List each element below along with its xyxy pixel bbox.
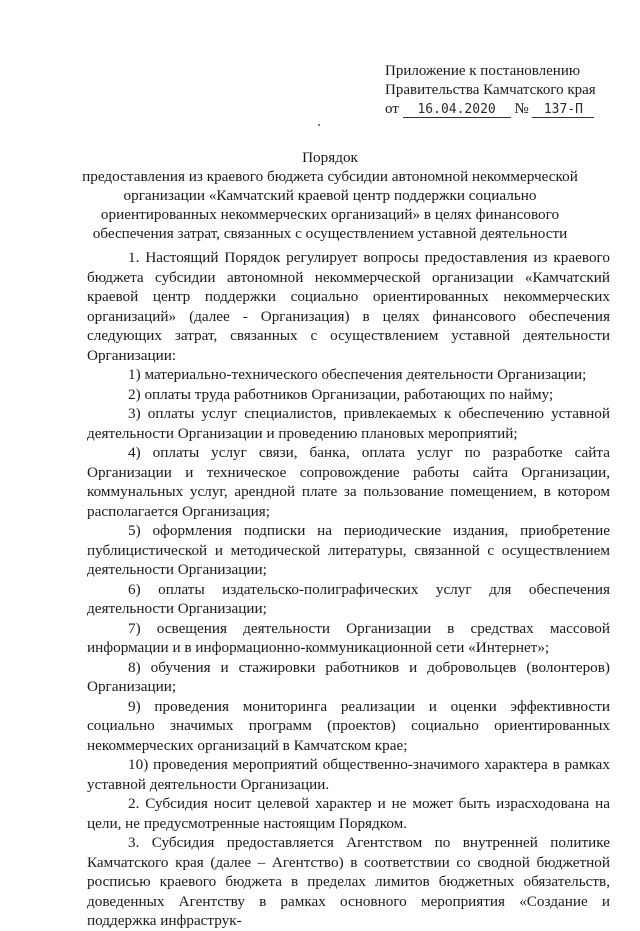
document-body [87, 248, 610, 931]
list-item-3: 3) оплаты услуг специалистов, привлекаемых к обеспечению уставной деятельности Организации и проведению плановых мероприятий; [87, 405, 610, 442]
decree-number: 137-П [532, 102, 594, 118]
list-item-5: 5) оформления подписки на периодические издания, приобретение публицистической и методической литературы, связанной с осуществлением деятельности Организации; [87, 522, 610, 578]
from-label: от [385, 101, 399, 117]
header-line-2: Правительства Камчатского края [385, 82, 596, 98]
paragraph-1: 1. Настоящий Порядок регулирует вопросы предоставления из краевого бюджета субсидии автономной некоммерческой организации «Камчатский краевой центр поддержки социально ориентированных некоммерческих организаций» (далее - Организация) в целях финансового обеспечения следующих затрат, связанных с осуществлением уставной деятельности Организации: [87, 249, 610, 364]
list-item-9: 9) проведения мониторинга реализации и оценки эффективности социально значимых программ (проектов) социально ориентированных некоммерческих организаций в Камчатском крае; [87, 697, 610, 754]
header-line-1: Приложение к постановлению [385, 63, 581, 79]
document-title-block [80, 148, 580, 243]
list-item-10: 10) проведения мероприятий общественно-значимого характера в рамках уставной деятельности Организации. [87, 756, 610, 793]
decree-date: 16.04.2020 [403, 102, 511, 118]
list-item-8: 8) обучения и стажировки работников и добровольцев (волонтеров) Организации; [87, 658, 610, 695]
document-subtitle: предоставления из краевого бюджета субсидии автономной некоммерческой организации «Камчатский краевой центр поддержки социально ориентированных некоммерческих организаций» в целях финансового обеспечения затрат, связанных с осуществлением уставной деятельности [82, 168, 578, 242]
list-item-6: 6) оплаты издательско-полиграфических услуг для обеспечения деятельности Организации; [87, 580, 610, 617]
appendix-header [385, 62, 625, 119]
list-item-7: 7) освещения деятельности Организации в средствах массовой информации и в информационно-коммуникационной сети «Интернет»; [87, 619, 610, 656]
document-heading: Порядок [302, 149, 358, 166]
paragraph-2: 2. Субсидия носит целевой характер и не может быть израсходована на цели, не предусмотренные настоящим Порядком. [87, 795, 610, 832]
paragraph-3: 3. Субсидия предоставляется Агентством по внутренней политике Камчатского края (далее – Агентство) в соответствии со сводной бюджетной росписью краевого бюджета в пределах лимитов бюджетных обязательств, доведенных Агентству в рамках основного мероприятия «Создание и поддержка инфраструк- [87, 834, 610, 929]
list-item-2: 2) оплаты труда работников Организации, работающих по найму; [128, 385, 554, 403]
list-item-1: 1) материально-технического обеспечения деятельности Организации; [128, 366, 587, 383]
speck-mark [318, 124, 320, 126]
number-label: № [514, 101, 529, 117]
header-date-number-line [385, 100, 625, 119]
list-item-4: 4) оплаты услуг связи, банка, оплата услуг по разработке сайта Организации и техническое сопровождение работы сайта Организации, коммунальных услуг, арендной плате за пользование помещением, в котором располагается Организация; [87, 444, 610, 520]
